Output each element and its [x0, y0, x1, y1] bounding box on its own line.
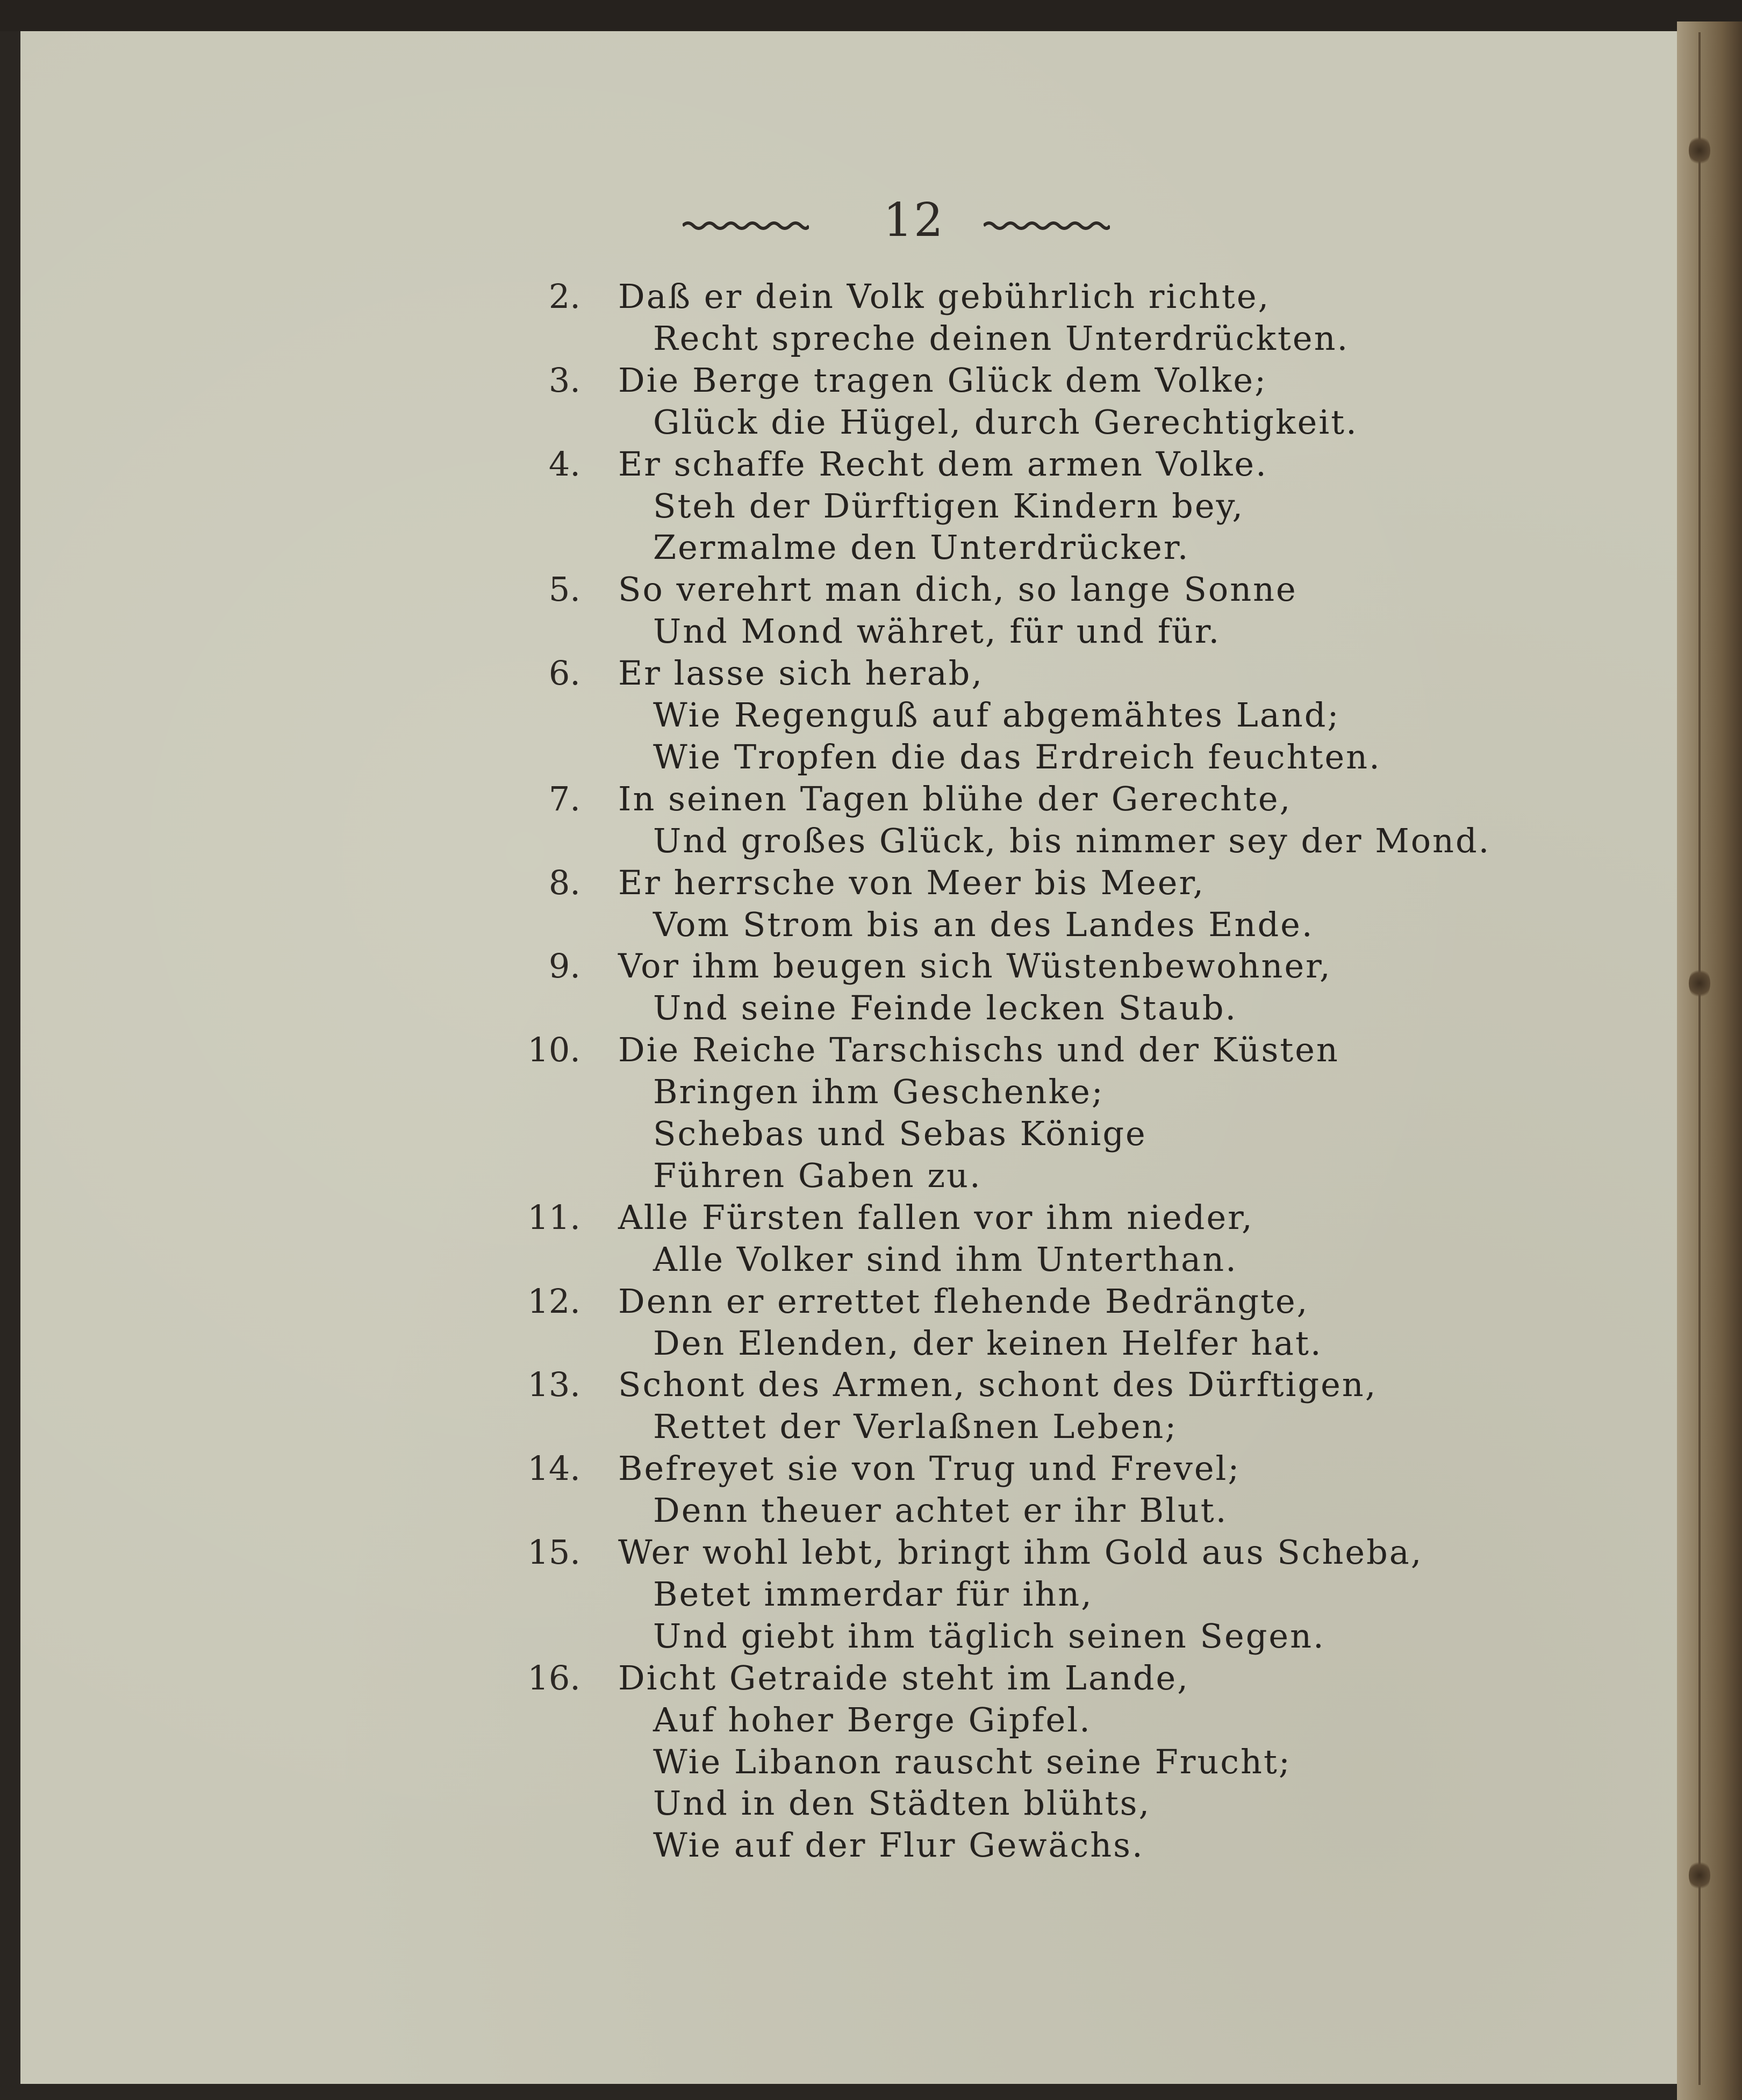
verse-number: 13.: [527, 1365, 580, 1405]
verse-number: 2.: [548, 277, 580, 316]
verse-line: Alle Volker sind ihm Unterthan.: [653, 1239, 1238, 1279]
verse-line-first: Die Berge tragen Glück dem Volke;: [618, 360, 1268, 400]
verse-line: Schebas und Sebas Könige: [653, 1114, 1147, 1153]
verse-number: 6.: [548, 653, 580, 693]
verse-number: 4.: [548, 444, 580, 484]
verse-line-first: So verehrt man dich, so lange Sonne: [618, 570, 1297, 609]
verse-line-first: Vor ihm beugen sich Wüstenbewohner,: [618, 946, 1332, 986]
verse-line: Und großes Glück, bis nimmer sey der Mond.: [653, 821, 1491, 860]
verse-line-first: Schont des Armen, schont des Dürftigen,: [618, 1365, 1378, 1405]
verse-line-first: In seinen Tagen blühe der Gerechte,: [618, 779, 1292, 818]
verse-line-first: Dicht Getraide steht im Lande,: [618, 1658, 1189, 1698]
verse-line: Betet immerdar für ihn,: [653, 1574, 1093, 1614]
verse-line: Auf hoher Berge Gipfel.: [653, 1700, 1092, 1739]
verse-line: Wie Tropfen die das Erdreich feuchten.: [653, 737, 1381, 776]
verse-number: 15.: [527, 1533, 580, 1572]
verse-line-first: Er schaffe Recht dem armen Volke.: [618, 444, 1268, 484]
verse-number: 16.: [527, 1658, 580, 1698]
verse-line: Steh der Dürftigen Kindern bey,: [653, 486, 1245, 526]
verse-line: Wie auf der Flur Gewächs.: [653, 1825, 1144, 1865]
verse-number: 9.: [548, 946, 580, 986]
verse-line: Zermalme den Unterdrücker.: [653, 528, 1190, 567]
verse-line-first: Er lasse sich herab,: [618, 653, 984, 693]
verse-line: Wie Regenguß auf abgemähtes Land;: [653, 695, 1340, 735]
verse-line: Und seine Feinde lecken Staub.: [653, 988, 1238, 1028]
verse-number: 12.: [527, 1281, 580, 1321]
verse-line-first: Die Reiche Tarschischs und der Küsten: [618, 1030, 1339, 1070]
verse-line-first: Alle Fürsten fallen vor ihm nieder,: [618, 1197, 1254, 1237]
verse-number: 10.: [527, 1030, 580, 1070]
verse-number: 3.: [548, 360, 580, 400]
verse-line: Und Mond währet, für und für.: [653, 612, 1221, 651]
verse-number: 14.: [527, 1449, 580, 1488]
verse-number: 5.: [548, 570, 580, 609]
verse-line-first: Befreyet sie von Trug und Frevel;: [618, 1449, 1241, 1488]
verse-line: Recht spreche deinen Unterdrückten.: [653, 318, 1350, 358]
verse-line: Rettet der Verlaßnen Leben;: [653, 1407, 1178, 1447]
verse-number: 11.: [527, 1197, 580, 1237]
verse-line-first: Denn er errettet flehende Bedrängte,: [618, 1281, 1309, 1321]
verse-line-first: Wer wohl lebt, bringt ihm Gold aus Scheba,: [618, 1533, 1423, 1572]
verse-line: Vom Strom bis an des Landes Ende.: [653, 904, 1314, 944]
verse-line: Führen Gaben zu.: [653, 1155, 982, 1195]
verse-line-first: Er herrsche von Meer bis Meer,: [618, 862, 1206, 902]
verse-line: Und in den Städten blühts,: [653, 1783, 1151, 1823]
verse-number: 7.: [548, 779, 580, 818]
verse-line: Denn theuer achtet er ihr Blut.: [653, 1491, 1228, 1530]
verse-line: Den Elenden, der keinen Helfer hat.: [653, 1323, 1323, 1363]
verse-line-first: Daß er dein Volk gebührlich richte,: [618, 277, 1271, 316]
page-number: 12: [883, 193, 944, 247]
verse-line: Wie Libanon rauscht seine Frucht;: [653, 1742, 1292, 1781]
verse-number: 8.: [548, 862, 580, 902]
verse-line: Und giebt ihm täglich seinen Segen.: [653, 1616, 1325, 1656]
verse-line: Bringen ihm Geschenke;: [653, 1072, 1105, 1112]
verse-line: Glück die Hügel, durch Gerechtigkeit.: [653, 402, 1358, 442]
